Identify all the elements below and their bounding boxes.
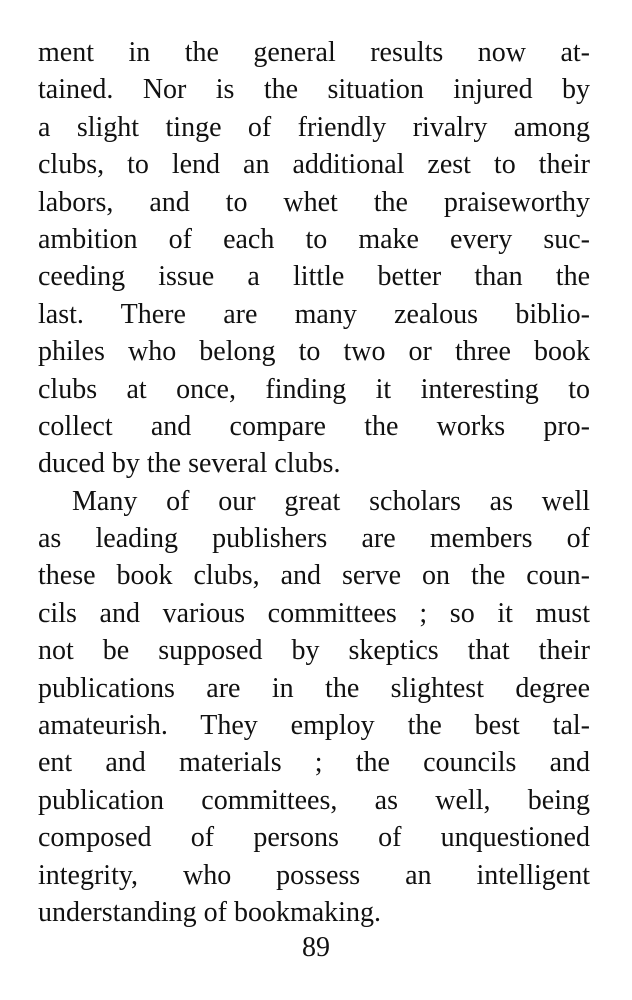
- text-line: Many of our great scholars as well: [72, 485, 590, 517]
- text-line: labors, and to whet the praiseworthy: [38, 186, 590, 218]
- body-text: [38, 34, 590, 931]
- text-line: last. There are many zealous biblio-: [38, 298, 590, 330]
- text-line: ceeding issue a little better than the: [38, 261, 590, 293]
- text-line: ambition of each to make every suc-: [38, 223, 590, 255]
- text-line: ment in the general results now at-: [38, 37, 590, 68]
- text-line: these book clubs, and serve on the coun-: [38, 560, 590, 592]
- text-line: clubs at once, finding it interesting to: [38, 373, 590, 405]
- text-line: composed of persons of unquestioned: [38, 822, 590, 854]
- text-line: cils and various committees ; so it must: [38, 597, 590, 629]
- text-line: ent and materials ; the councils and: [38, 747, 590, 779]
- text-line: publication committees, as well, being: [38, 784, 590, 816]
- text-line: tained. Nor is the situation injured by: [38, 74, 590, 106]
- text-line: not be supposed by skeptics that their: [38, 635, 590, 667]
- text-line: collect and compare the works pro-: [38, 410, 590, 442]
- text-line: a slight tinge of friendly rivalry among: [38, 111, 590, 143]
- paragraph-1: [38, 34, 590, 483]
- paragraph-2: [38, 483, 590, 932]
- text-line: clubs, to lend an additional zest to their: [38, 149, 590, 181]
- text-line: publications are in the slightest degree: [38, 672, 590, 704]
- text-line: amateurish. They employ the best tal-: [38, 710, 590, 742]
- page-number: 89: [302, 932, 330, 963]
- text-line: philes who belong to two or three book: [38, 336, 590, 368]
- text-line: understanding of bookmaking.: [38, 896, 381, 928]
- text-line: integrity, who possess an intelligent: [38, 859, 590, 891]
- text-line: duced by the several clubs.: [38, 448, 341, 480]
- text-line: as leading publishers are members of: [38, 523, 590, 555]
